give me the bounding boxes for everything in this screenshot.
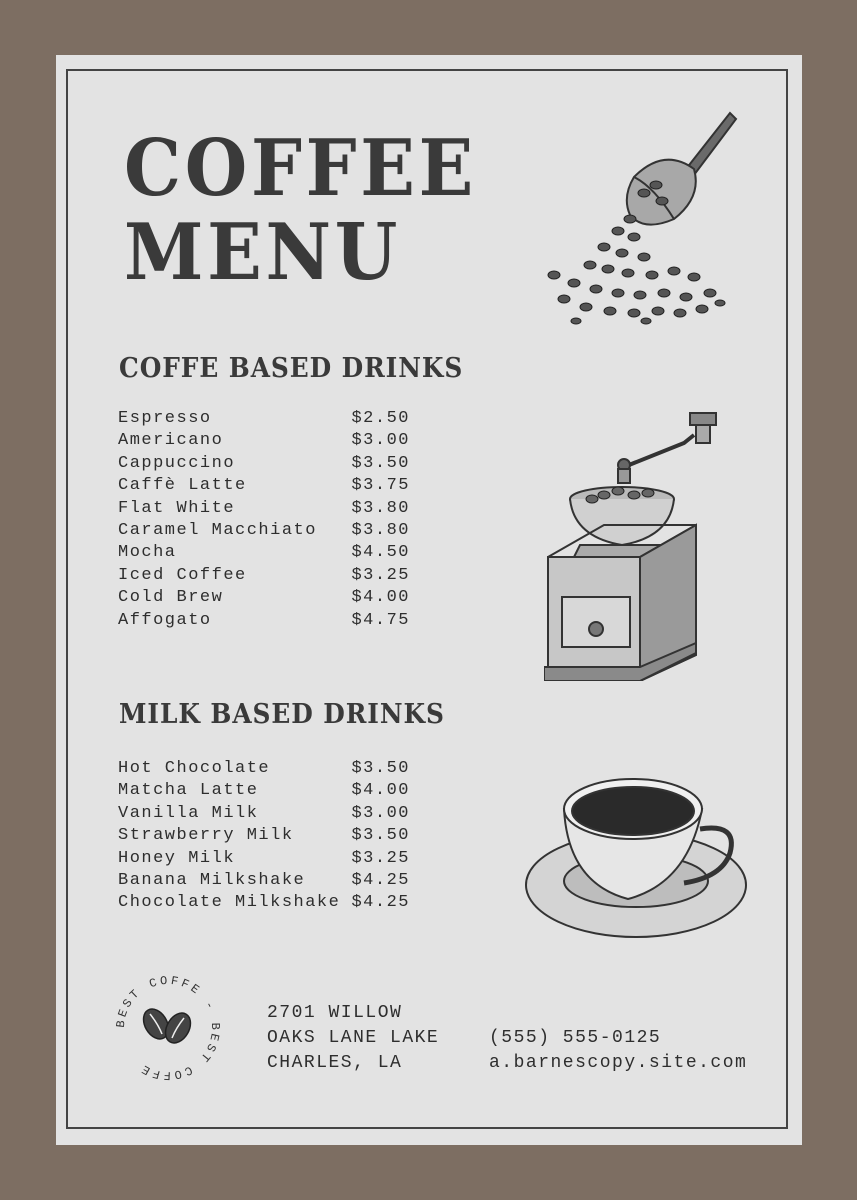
- item-name: Banana Milkshake: [118, 870, 306, 890]
- milk-list: [118, 758, 410, 915]
- coffee-menu-item: [118, 453, 410, 475]
- item-price: $3.25: [351, 565, 410, 585]
- item-name: Hot Chocolate: [118, 759, 271, 778]
- milk-menu-item: [118, 848, 410, 870]
- coffee-menu-item: [118, 542, 410, 564]
- coffee-grinder-icon: [544, 407, 730, 681]
- milk-menu-item: [118, 780, 410, 802]
- item-name: Caramel Macchiato: [118, 520, 317, 540]
- coffee-beans-logo-icon: [108, 968, 228, 1088]
- milk-menu-item: [118, 892, 410, 914]
- coffee-menu-item: [118, 520, 410, 542]
- item-name: Iced Coffee: [118, 565, 247, 585]
- coffee-menu-item: [118, 430, 410, 452]
- milk-section-title: MILK BASED DRINKS: [119, 699, 445, 730]
- coffee-menu-item: [118, 610, 410, 632]
- item-name: Chocolate Milkshake: [118, 893, 341, 913]
- coffee-beans-scoop-icon: [534, 107, 740, 327]
- coffee-menu-item: [118, 408, 410, 430]
- item-price: $3.80: [351, 498, 410, 518]
- item-price: $4.25: [351, 870, 410, 890]
- coffee-menu-item: [118, 498, 410, 520]
- item-price: $3.25: [351, 848, 410, 868]
- item-price: $3.50: [351, 826, 410, 846]
- coffee-list: [118, 408, 410, 632]
- menu-title-line2: MENU: [124, 207, 402, 298]
- item-price: $3.00: [351, 803, 410, 823]
- item-name: Mocha: [118, 543, 177, 563]
- menu-title-line1: COFFEE: [124, 123, 477, 214]
- item-name: Vanilla Milk: [118, 803, 259, 823]
- contact: [489, 1026, 747, 1076]
- item-price: $4.00: [351, 781, 410, 801]
- item-name: Espresso: [118, 409, 212, 428]
- phone: (555) 555-0125: [489, 1028, 662, 1048]
- item-price: $4.50: [351, 543, 410, 563]
- milk-menu-item: [118, 825, 410, 847]
- item-price: $3.80: [351, 520, 410, 540]
- item-name: Cappuccino: [118, 453, 236, 473]
- menu-sheet: [56, 55, 802, 1145]
- item-name: Strawberry Milk: [118, 826, 294, 846]
- item-price: $2.50: [351, 409, 410, 428]
- coffee-cup-icon: [524, 773, 750, 941]
- item-price: $3.50: [351, 453, 410, 473]
- milk-menu-item: [118, 803, 410, 825]
- coffee-menu-item: [118, 587, 410, 609]
- logo-text: BEST COFFE - BEST COFFE: [113, 973, 223, 1083]
- item-name: Matcha Latte: [118, 781, 259, 801]
- item-name: Caffè Latte: [118, 476, 247, 496]
- item-price: $4.75: [351, 610, 410, 630]
- item-price: $3.75: [351, 476, 410, 496]
- item-price: $3.50: [351, 759, 410, 778]
- address-line1: 2701 WILLOW: [267, 1003, 403, 1023]
- address-line3: CHARLES, LA: [267, 1053, 403, 1073]
- coffee-menu-item: [118, 475, 410, 497]
- item-name: Cold Brew: [118, 588, 224, 608]
- coffee-section-title: COFFE BASED DRINKS: [119, 353, 464, 384]
- milk-menu-item: [118, 870, 410, 892]
- item-price: $4.25: [351, 893, 410, 913]
- item-name: Affogato: [118, 610, 212, 630]
- website-link[interactable]: a.barnescopy.site.com: [489, 1053, 748, 1073]
- coffee-menu-item: [118, 565, 410, 587]
- menu-title: [124, 123, 477, 298]
- milk-menu-item: [118, 758, 410, 780]
- item-name: Americano: [118, 431, 224, 451]
- address: [267, 1001, 439, 1076]
- item-price: $4.00: [351, 588, 410, 608]
- item-name: Flat White: [118, 498, 236, 518]
- item-name: Honey Milk: [118, 848, 236, 868]
- item-price: $3.00: [351, 431, 410, 451]
- address-line2: OAKS LANE LAKE: [267, 1028, 440, 1048]
